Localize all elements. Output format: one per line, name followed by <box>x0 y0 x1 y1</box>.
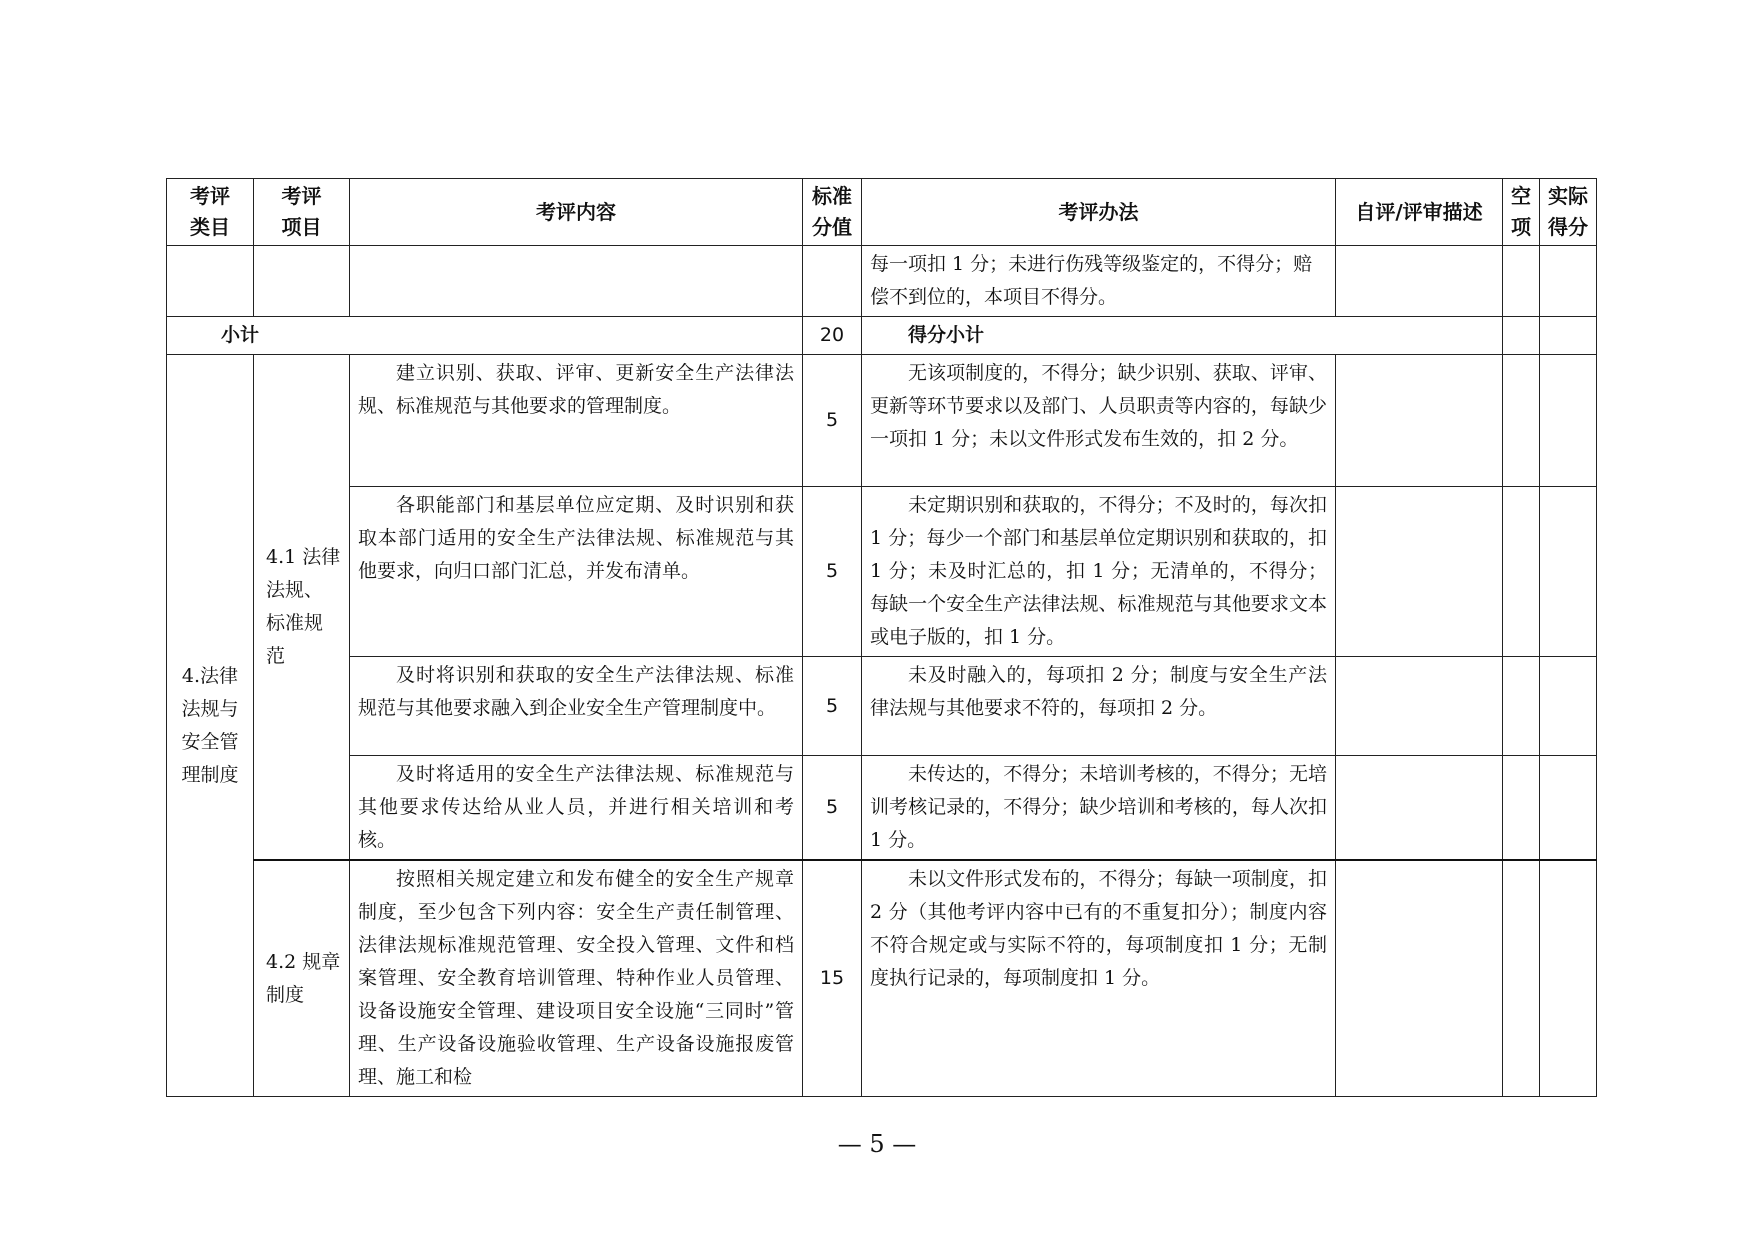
actual-score-cell <box>1540 355 1597 487</box>
content-cell: 各职能部门和基层单位应定期、及时识别和获取本部门适用的安全生产法律法规、标准规范与其他要求，向归口部门汇总，并发布清单。 <box>350 487 803 657</box>
actual-score-cell <box>1540 487 1597 657</box>
header-method: 考评办法 <box>862 179 1336 246</box>
method-cell: 无该项制度的，不得分；缺少识别、获取、评审、更新等环节要求以及部门、人员职责等内容的，每缺少一项扣 1 分；未以文件形式发布生效的，扣 2 分。 <box>862 355 1336 487</box>
blank-cell <box>1503 657 1540 756</box>
table-row <box>167 355 1597 487</box>
subtotal-label: 小计 <box>167 317 803 355</box>
header-review: 自评/评审描述 <box>1336 179 1503 246</box>
subtotal-score: 20 <box>803 317 862 355</box>
header-content: 考评内容 <box>350 179 803 246</box>
table-row <box>167 487 1597 657</box>
project-cell: 4.2 规章制度 <box>254 860 350 1097</box>
score-cell: 5 <box>803 657 862 756</box>
blank-cell <box>1503 756 1540 861</box>
blank-cell <box>1503 487 1540 657</box>
review-cell <box>1336 487 1503 657</box>
review-cell <box>1336 756 1503 861</box>
score-cell: 15 <box>803 860 862 1097</box>
actual-score-cell <box>1540 756 1597 861</box>
content-cell: 及时将识别和获取的安全生产法律法规、标准规范与其他要求融入到企业安全生产管理制度中。 <box>350 657 803 756</box>
review-cell <box>1336 657 1503 756</box>
header-standard-score: 标准 分值 <box>803 179 862 246</box>
review-cell <box>1336 355 1503 487</box>
review-cell <box>1336 860 1503 1097</box>
category-cell: 4.法律法规与安全管理制度 <box>167 355 254 1097</box>
header-category: 考评 类目 <box>167 179 254 246</box>
blank-cell <box>1503 355 1540 487</box>
method-cell: 未及时融入的，每项扣 2 分；制度与安全生产法律法规与其他要求不符的，每项扣 2 分。 <box>862 657 1336 756</box>
content-cell: 建立识别、获取、评审、更新安全生产法律法规、标准规范与其他要求的管理制度。 <box>350 355 803 487</box>
table-row <box>167 860 1597 1097</box>
blank-cell <box>1503 860 1540 1097</box>
header-project: 考评 项目 <box>254 179 350 246</box>
header-blank-item: 空 项 <box>1503 179 1540 246</box>
subtotal-row <box>167 317 1597 355</box>
score-cell: 5 <box>803 756 862 861</box>
page-number: — 5 — <box>837 1130 917 1158</box>
subtotal-method-label: 得分小计 <box>862 317 1503 355</box>
content-cell: 及时将适用的安全生产法律法规、标准规范与其他要求传达给从业人员，并进行相关培训和考核。 <box>350 756 803 861</box>
method-cell: 未定期识别和获取的，不得分；不及时的，每次扣 1 分；每少一个部门和基层单位定期识别和获取的，扣 1 分；未及时汇总的，扣 1 分；无清单的，不得分；每缺一个安全生产法律法规、标准规范与其他要求文本或电子版的，扣 1 分。 <box>862 487 1336 657</box>
method-cell: 未传达的，不得分；未培训考核的，不得分；无培训考核记录的，不得分；缺少培训和考核的，每人次扣 1 分。 <box>862 756 1336 861</box>
continuation-row <box>167 246 1597 317</box>
header-actual-score: 实际 得分 <box>1540 179 1597 246</box>
score-cell: 5 <box>803 355 862 487</box>
score-cell: 5 <box>803 487 862 657</box>
project-cell: 4.1 法律法规、标准规范 <box>254 355 350 861</box>
content-cell: 按照相关规定建立和发布健全的安全生产规章制度，至少包含下列内容：安全生产责任制管理、法律法规标准规范管理、安全投入管理、文件和档案管理、安全教育培训管理、特种作业人员管理、设备设施安全管理、建设项目安全设施“三同时”管理、生产设备设施验收管理、生产设备设施报废管理、施工和检 <box>350 860 803 1097</box>
actual-score-cell <box>1540 860 1597 1097</box>
actual-score-cell <box>1540 657 1597 756</box>
continuation-method: 每一项扣 1 分；未进行伤残等级鉴定的，不得分；赔偿不到位的，本项目不得分。 <box>862 246 1336 317</box>
method-cell: 未以文件形式发布的，不得分；每缺一项制度，扣 2 分（其他考评内容中已有的不重复扣分）；制度内容不符合规定或与实际不符的，每项制度扣 1 分；无制度执行记录的，每项制度扣 1 分。 <box>862 860 1336 1097</box>
table-header-row <box>167 179 1597 246</box>
evaluation-table <box>166 178 1597 1097</box>
table-row <box>167 756 1597 861</box>
table-row <box>167 657 1597 756</box>
